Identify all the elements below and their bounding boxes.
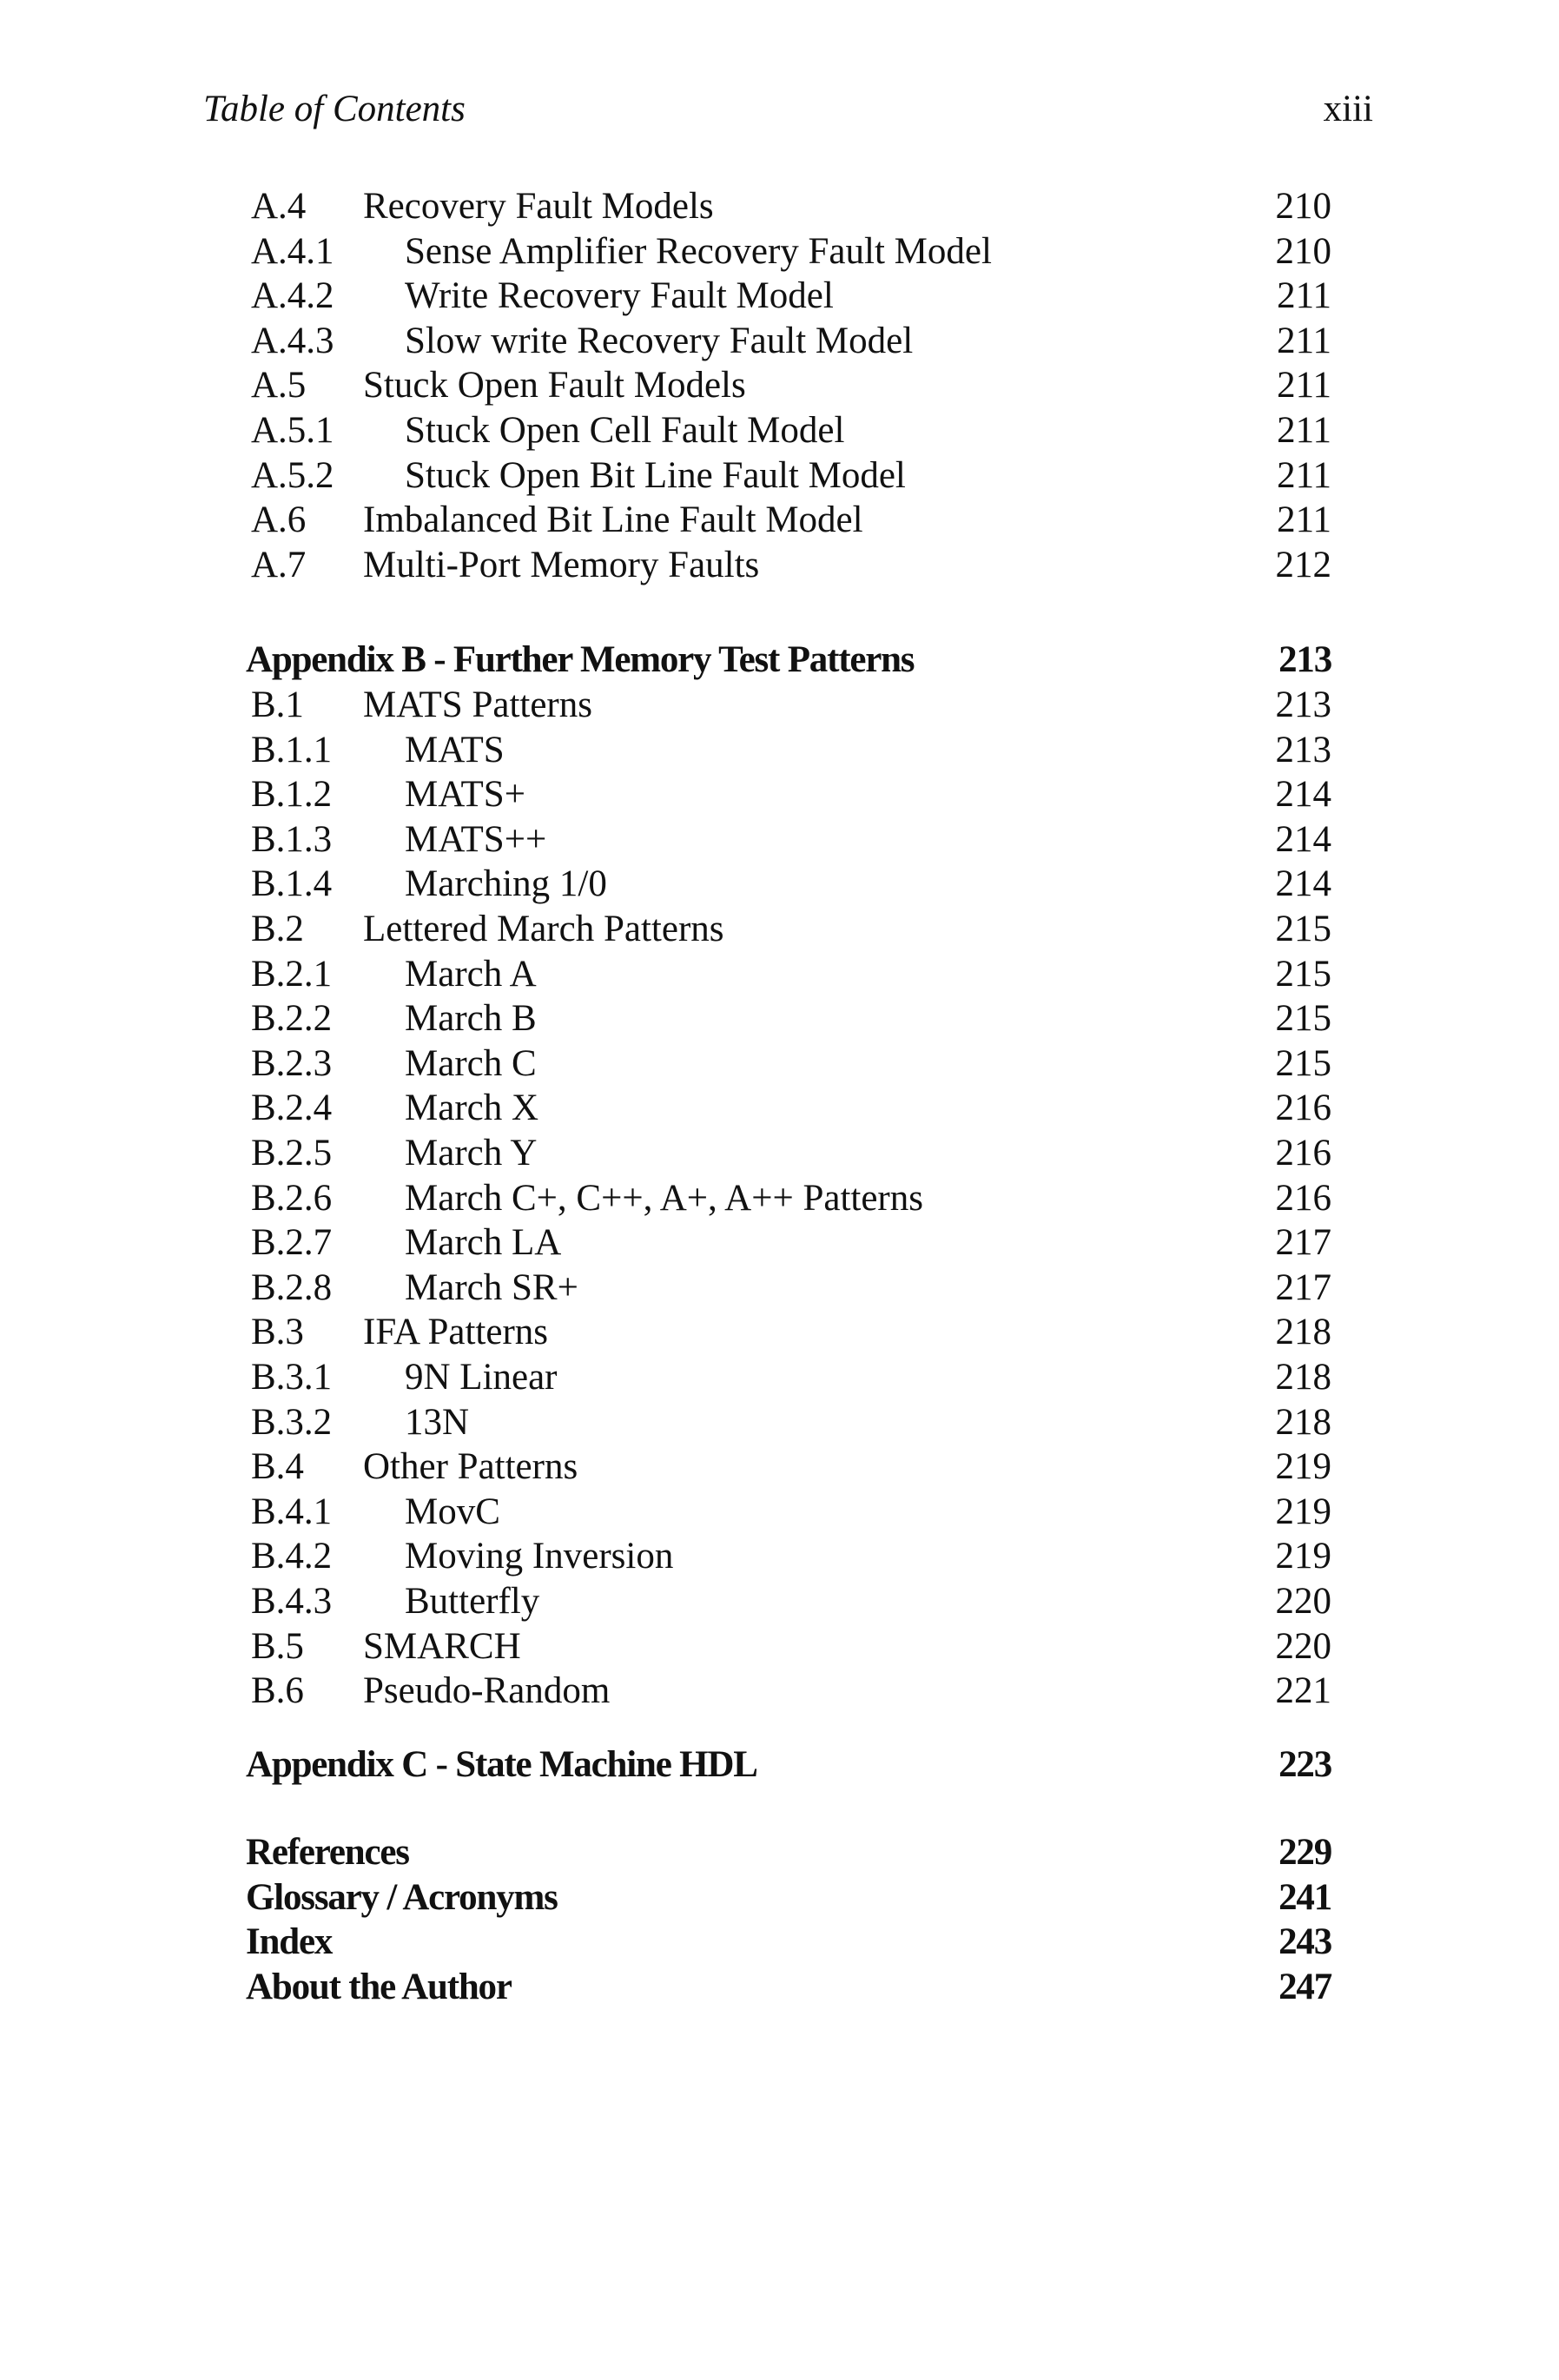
- entry-title: SMARCH: [363, 1626, 521, 1667]
- back-matter-entry: [0, 1830, 1559, 1875]
- entry-number: B.2.3: [251, 1043, 333, 1084]
- toc-entry: [0, 996, 1559, 1041]
- entry-title: Glossary / Acronyms: [246, 1877, 558, 1918]
- entry-title: MATS Patterns: [363, 684, 592, 725]
- toc-entry: [0, 1579, 1559, 1624]
- toc-entry: [0, 1176, 1559, 1221]
- entry-page: 211: [1277, 410, 1331, 451]
- entry-title: Slow write Recovery Fault Model: [405, 321, 914, 361]
- entry-title: Lettered March Patterns: [363, 909, 724, 949]
- toc-entry: [0, 229, 1559, 274]
- back-matter-entry: [0, 1965, 1559, 2010]
- entry-title: Multi-Port Memory Faults: [363, 545, 760, 585]
- entry-title: March X: [405, 1088, 539, 1128]
- entry-title: Butterfly: [405, 1581, 540, 1622]
- entry-page: 247: [1278, 1967, 1331, 2007]
- entry-page: 211: [1277, 455, 1331, 496]
- entry-page: 219: [1275, 1536, 1331, 1577]
- entry-page: 210: [1275, 231, 1331, 272]
- entry-title: Stuck Open Bit Line Fault Model: [405, 455, 906, 496]
- toc-entry: [0, 1355, 1559, 1400]
- entry-page: 218: [1275, 1402, 1331, 1443]
- entry-number: B.1.3: [251, 819, 333, 860]
- entry-title: MATS++: [405, 819, 547, 860]
- entry-title: IFA Patterns: [363, 1312, 549, 1352]
- entry-title: Recovery Fault Models: [363, 186, 714, 227]
- toc-entry: [0, 1624, 1559, 1669]
- entry-page: 216: [1275, 1133, 1331, 1173]
- entry-page: 213: [1275, 730, 1331, 770]
- entry-number: A.4.3: [251, 321, 334, 361]
- entry-page: 215: [1275, 909, 1331, 949]
- toc-entry: [0, 952, 1559, 997]
- entry-title: About the Author: [246, 1967, 512, 2007]
- toc-entry: [0, 453, 1559, 499]
- toc-entry: [0, 907, 1559, 952]
- toc-entry: [0, 1131, 1559, 1176]
- entry-title: March A: [405, 954, 537, 995]
- entry-page: 220: [1275, 1581, 1331, 1622]
- entry-title: March B: [405, 998, 537, 1039]
- entry-page: 218: [1275, 1357, 1331, 1398]
- entry-number: B.1: [251, 684, 304, 725]
- toc-entry: [0, 1534, 1559, 1579]
- toc-entry: [0, 1445, 1559, 1490]
- running-head: Table of Contents: [203, 89, 466, 129]
- entry-page: 220: [1275, 1626, 1331, 1667]
- entry-page: 217: [1275, 1267, 1331, 1308]
- entry-page: 211: [1277, 275, 1331, 316]
- toc-entry: [0, 498, 1559, 543]
- toc-entry: [0, 1669, 1559, 1714]
- entry-title: Marching 1/0: [405, 863, 607, 904]
- entry-page: 221: [1275, 1670, 1331, 1711]
- back-matter-entry: [0, 1875, 1559, 1921]
- entry-page: 212: [1275, 545, 1331, 585]
- entry-title: Write Recovery Fault Model: [405, 275, 834, 316]
- entry-number: A.5.2: [251, 455, 334, 496]
- entry-page: 211: [1277, 321, 1331, 361]
- entry-page: 214: [1275, 863, 1331, 904]
- entry-title: March Y: [405, 1133, 538, 1173]
- back-matter-entry: [0, 1920, 1559, 1965]
- entry-page: 215: [1275, 954, 1331, 995]
- entry-number: B.2: [251, 909, 304, 949]
- toc-entry: [0, 862, 1559, 907]
- toc-entry: [0, 543, 1559, 588]
- toc-entry: [0, 1490, 1559, 1535]
- entry-page: 217: [1275, 1222, 1331, 1263]
- entry-title: Appendix C - State Machine HDL: [246, 1744, 757, 1785]
- entry-number: B.3.2: [251, 1402, 333, 1443]
- entry-title: Imbalanced Bit Line Fault Model: [363, 499, 863, 540]
- entry-title: March LA: [405, 1222, 562, 1263]
- entry-title: Other Patterns: [363, 1446, 578, 1487]
- toc-entry: [0, 1086, 1559, 1131]
- entry-number: B.2.7: [251, 1222, 333, 1263]
- entry-page: 213: [1275, 684, 1331, 725]
- toc-entry: [0, 817, 1559, 863]
- entry-page: 241: [1278, 1877, 1331, 1918]
- entry-title: Index: [246, 1921, 333, 1962]
- entry-title: References: [246, 1832, 409, 1873]
- entry-title: Stuck Open Cell Fault Model: [405, 410, 845, 451]
- entry-number: A.4.2: [251, 275, 334, 316]
- entry-number: B.2.5: [251, 1133, 333, 1173]
- entry-number: B.1.2: [251, 774, 333, 815]
- entry-number: B.3.1: [251, 1357, 333, 1398]
- entry-title: MATS+: [405, 774, 525, 815]
- entry-number: A.6: [251, 499, 307, 540]
- entry-page: 213: [1278, 639, 1331, 680]
- entry-number: B.4.3: [251, 1581, 333, 1622]
- toc-entry: [0, 683, 1559, 728]
- entry-title: 9N Linear: [405, 1357, 558, 1398]
- entry-title: Moving Inversion: [405, 1536, 674, 1577]
- toc-entry: [0, 274, 1559, 319]
- entry-page: 229: [1278, 1832, 1331, 1873]
- entry-number: B.4: [251, 1446, 304, 1487]
- entry-number: B.5: [251, 1626, 304, 1667]
- entry-title: March C: [405, 1043, 537, 1084]
- entry-title: MATS: [405, 730, 505, 770]
- entry-page: 211: [1277, 499, 1331, 540]
- entry-title: Stuck Open Fault Models: [363, 365, 746, 406]
- entry-title: Appendix B - Further Memory Test Patterns: [246, 639, 915, 680]
- entry-page: 216: [1275, 1178, 1331, 1219]
- entry-number: B.6: [251, 1670, 304, 1711]
- entry-page: 218: [1275, 1312, 1331, 1352]
- entry-title: March SR+: [405, 1267, 578, 1308]
- entry-number: B.4.2: [251, 1536, 333, 1577]
- entry-title: March C+, C++, A+, A++ Patterns: [405, 1178, 923, 1219]
- toc-entry: [0, 1310, 1559, 1355]
- entry-page: 214: [1275, 819, 1331, 860]
- appendix-c-heading: [0, 1742, 1559, 1788]
- entry-number: B.1.1: [251, 730, 333, 770]
- entry-number: B.4.1: [251, 1491, 333, 1532]
- entry-page: 210: [1275, 186, 1331, 227]
- toc-entry: [0, 319, 1559, 364]
- entry-page: 211: [1277, 365, 1331, 406]
- entry-number: A.4: [251, 186, 307, 227]
- entry-number: B.3: [251, 1312, 304, 1352]
- toc-entry: [0, 1220, 1559, 1266]
- toc-entry: [0, 1400, 1559, 1445]
- entry-number: B.2.1: [251, 954, 333, 995]
- entry-page: 215: [1275, 1043, 1331, 1084]
- entry-number: A.5: [251, 365, 307, 406]
- toc-entry: [0, 1266, 1559, 1311]
- toc-entry: [0, 728, 1559, 773]
- toc-entry: [0, 363, 1559, 408]
- entry-page: 219: [1275, 1491, 1331, 1532]
- entry-page: 216: [1275, 1088, 1331, 1128]
- entry-number: B.2.2: [251, 998, 333, 1039]
- entry-title: 13N: [405, 1402, 470, 1443]
- entry-number: A.4.1: [251, 231, 334, 272]
- entry-number: B.1.4: [251, 863, 333, 904]
- toc-entry: [0, 184, 1559, 229]
- entry-page: 214: [1275, 774, 1331, 815]
- appendix-b-heading: [0, 638, 1559, 683]
- entry-number: B.2.4: [251, 1088, 333, 1128]
- entry-number: A.7: [251, 545, 307, 585]
- entry-page: 219: [1275, 1446, 1331, 1487]
- entry-title: Pseudo-Random: [363, 1670, 611, 1711]
- entry-number: B.2.8: [251, 1267, 333, 1308]
- toc-entry: [0, 772, 1559, 817]
- entry-number: A.5.1: [251, 410, 334, 451]
- entry-page: 223: [1278, 1744, 1331, 1785]
- entry-page: 215: [1275, 998, 1331, 1039]
- entry-number: B.2.6: [251, 1178, 333, 1219]
- entry-page: 243: [1278, 1921, 1331, 1962]
- toc-entry: [0, 1041, 1559, 1087]
- toc-entry: [0, 408, 1559, 453]
- page-number: xiii: [1323, 89, 1373, 129]
- entry-title: Sense Amplifier Recovery Fault Model: [405, 231, 992, 272]
- entry-title: MovC: [405, 1491, 500, 1532]
